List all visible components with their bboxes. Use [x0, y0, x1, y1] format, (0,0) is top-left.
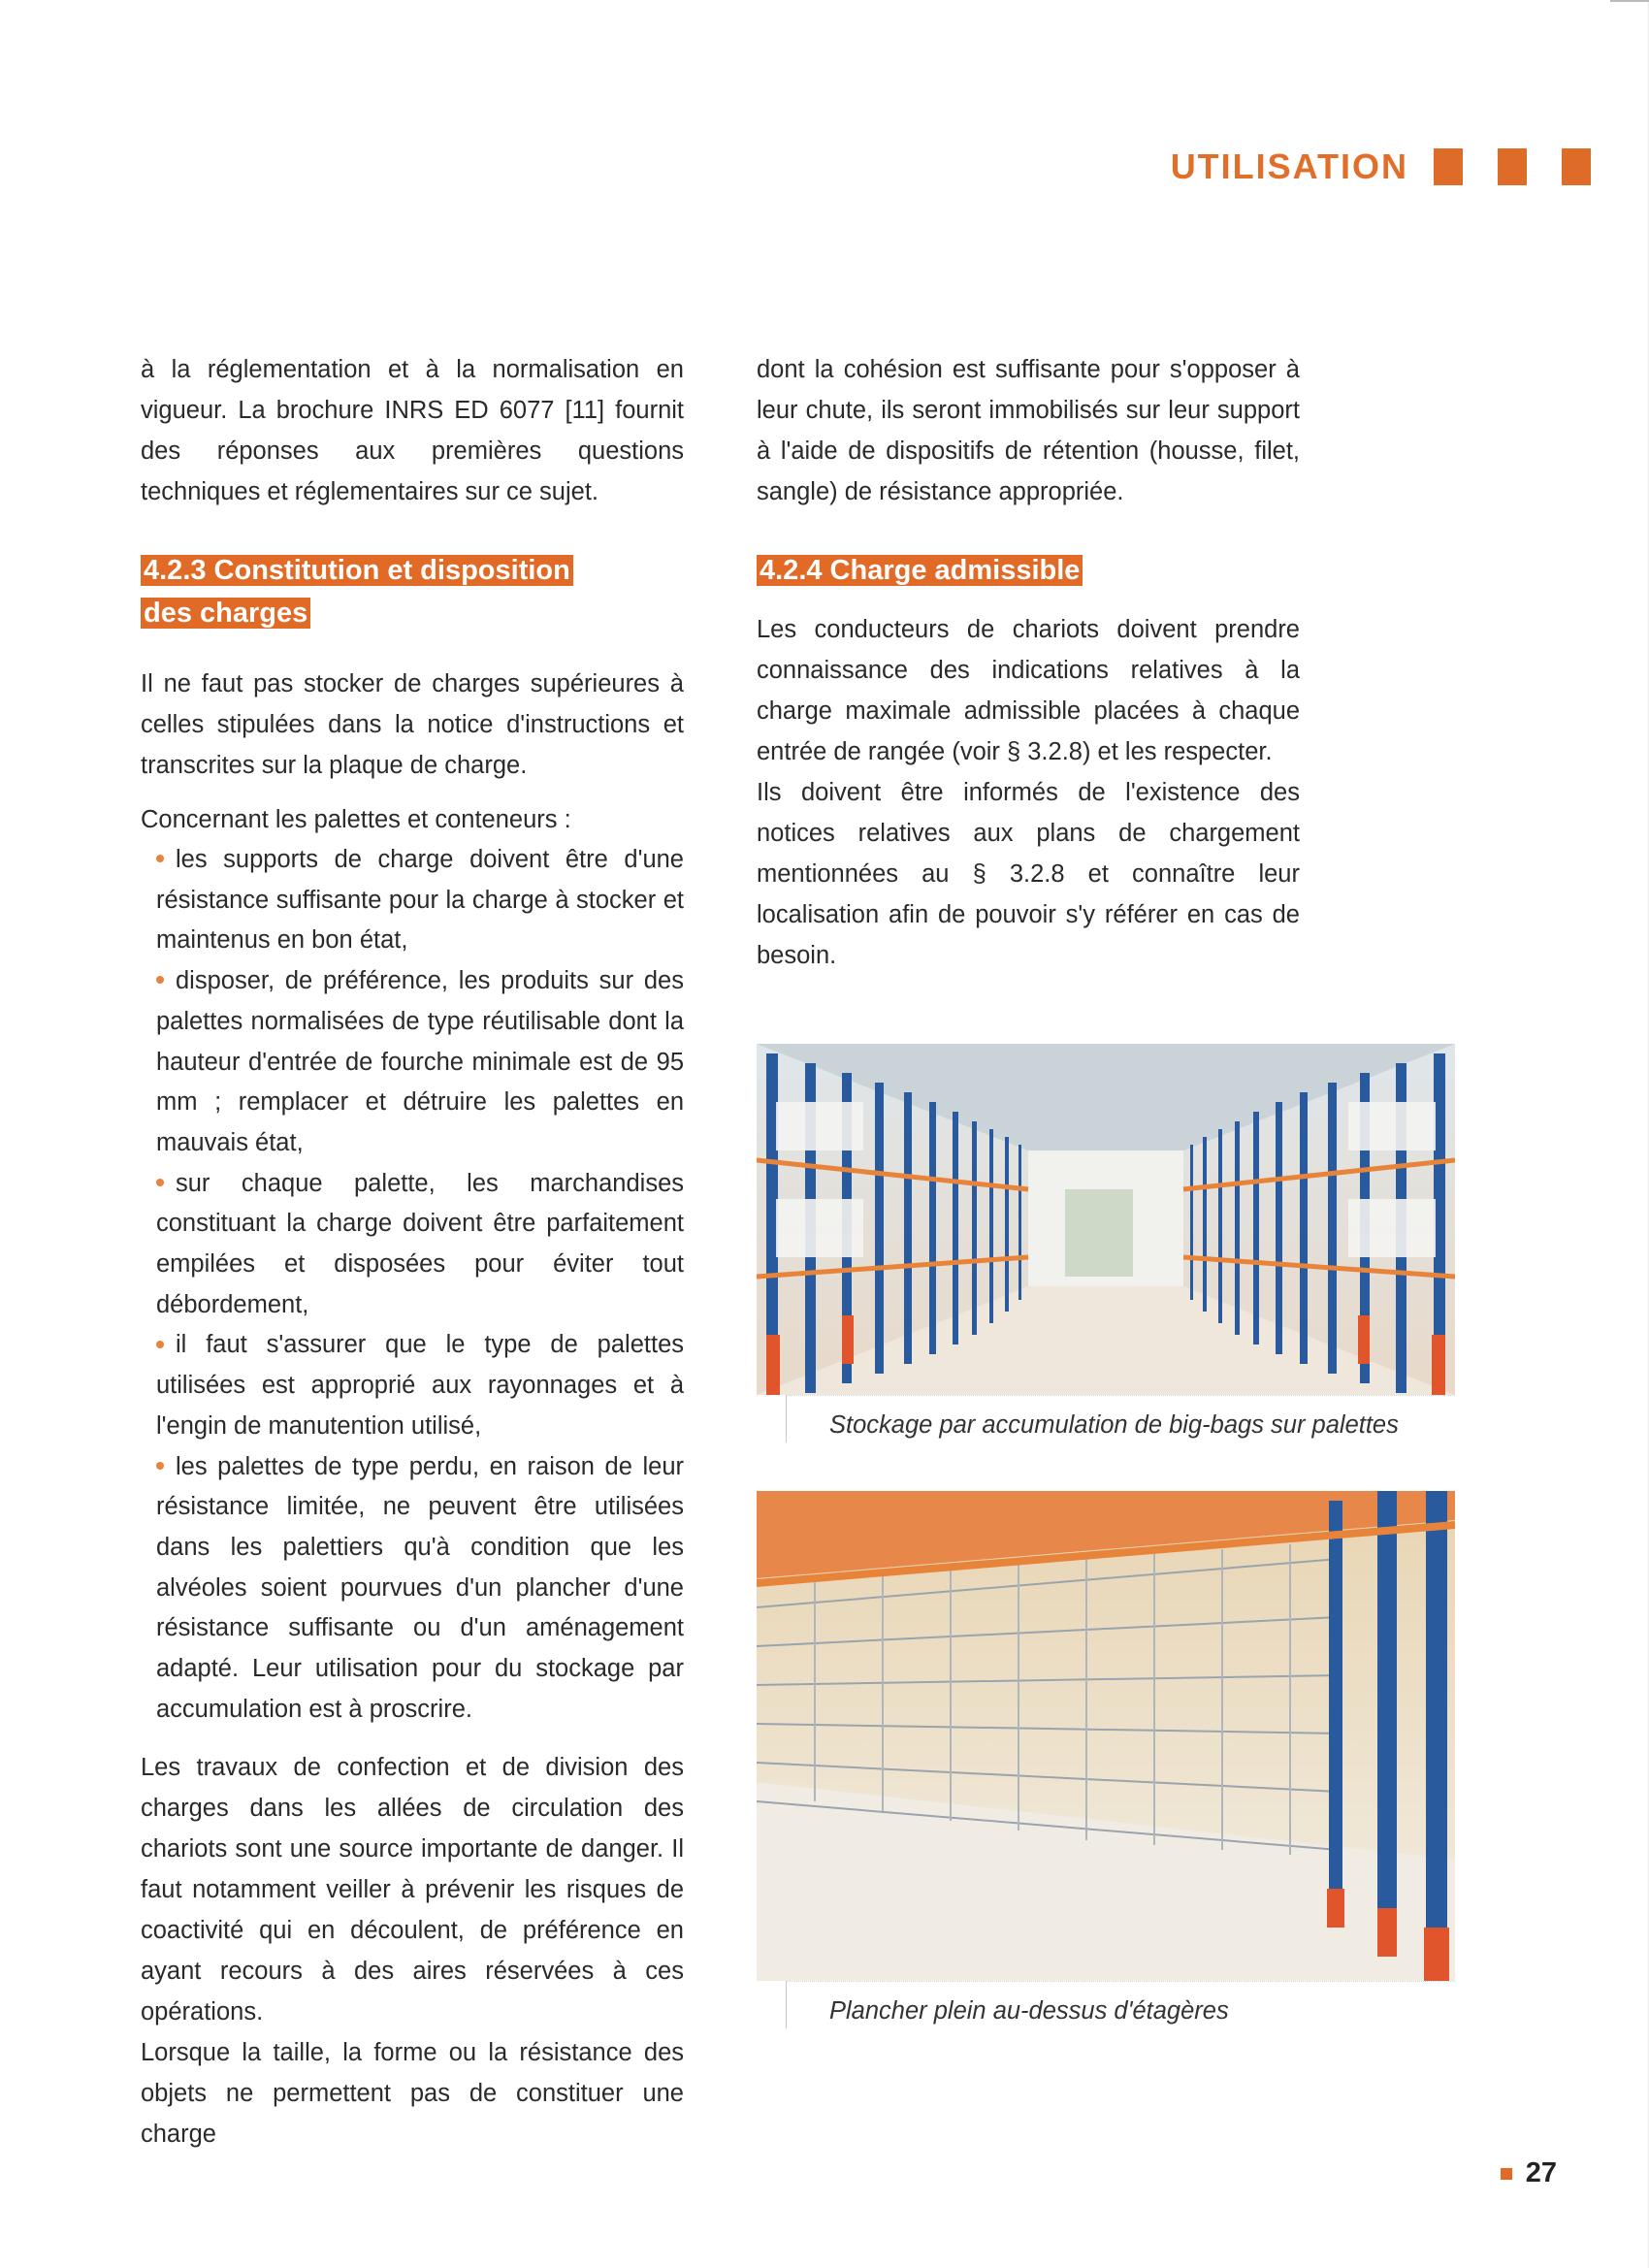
header-square-icon: [1562, 148, 1591, 185]
paragraph: Les conducteurs de chariots doivent prendre connaissance des indications relatives à la charge maximale admissible placées à chaque entrée de rangée (voir § 3.2.8) et les respecter.: [757, 616, 1300, 765]
heading-4-2-4-text: 4.2.4 Charge admissible: [757, 555, 1083, 586]
section-title: UTILISATION: [1170, 146, 1408, 186]
list-intro: Concernant les palettes et conteneurs :: [141, 806, 571, 833]
list-item: les supports de charge doivent être d'une résistance suffisante pour la charge à stocker et maintenus en bon état,: [156, 846, 684, 955]
photo-drive-in-racking: [757, 1044, 1455, 1395]
left-column: [141, 349, 684, 2155]
heading-4-2-3: [141, 549, 684, 634]
paragraph: Il ne faut pas stocker de charges supérieures à celles stipulées dans la notice d'instructions et transcrites sur la plaque de charge.: [141, 670, 684, 779]
page-number-square-icon: [1501, 2168, 1512, 2180]
page-number-text: 27: [1525, 2157, 1557, 2188]
paragraph: Lorsque la taille, la forme ou la résistance des objets ne permettent pas de constituer une charge: [141, 2039, 684, 2149]
paragraph: Ils doivent être informés de l'existence des notices relatives aux plans de chargement mentionnées au § 3.2.8 et connaître leur localisation afin de pouvoir s'y référer en cas de besoin.: [757, 779, 1300, 969]
bullet-list: [141, 840, 684, 1730]
photo-caption: Stockage par accumulation de big-bags sur palettes: [786, 1395, 1455, 1442]
list-item: disposer, de préférence, les produits sur des palettes normalisées de type réutilisable dont la hauteur d'entrée de fourche minimale est de 95 mm ; remplacer et détruire les palettes en mauvais état,: [156, 967, 684, 1156]
intro-paragraph: dont la cohésion est suffisante pour s'opposer à leur chute, ils seront immobilisés sur leur support à l'aide de dispositifs de rétention (housse, filet, sangle) de résistance appropriée.: [757, 356, 1300, 505]
page-number: [1501, 2157, 1557, 2189]
heading-4-2-3-line1: 4.2.3 Constitution et disposition: [141, 555, 573, 586]
intro-paragraph: à la réglementation et à la normalisation en vigueur. La brochure INRS ED 6077 [11] fournit des réponses aux premières questions techniques et réglementaires sur ce sujet.: [141, 356, 684, 505]
heading-4-2-4: [757, 549, 1300, 592]
list-item: sur chaque palette, les marchandises constituant la charge doivent être parfaitement empilées et disposées pour éviter tout débordement,: [156, 1169, 684, 1318]
bullet-icon: [156, 1179, 164, 1186]
heading-4-2-3-line2: des charges: [141, 598, 310, 629]
header-square-icon: [1498, 148, 1527, 185]
right-column: [757, 349, 1399, 2028]
list-item: il faut s'assurer que le type de palettes utilisées est approprié aux rayonnages et à l'engin de manutention utilisé,: [156, 1331, 684, 1440]
bullet-icon: [156, 855, 164, 862]
bullet-icon: [156, 1341, 164, 1348]
bullet-icon: [156, 1462, 164, 1470]
photo-caption: Plancher plein au-dessus d'étagères: [786, 1981, 1455, 2028]
list-item: les palettes de type perdu, en raison de leur résistance limitée, ne peuvent être utilisées dans les palettiers qu'à condition que les alvéoles soient pourvues d'un plancher d'une résistance suffisante ou d'un aménagement adapté. Leur utilisation pour du stockage par accumulation est à proscrire.: [156, 1452, 684, 1723]
paragraph: Les travaux de confection et de division des charges dans les allées de circulation des chariots sont une source importante de danger. Il faut notamment veiller à prévenir les risques de coactivité qui en découlent, de préférence en ayant recours à des aires réservées à ces opérations.: [141, 1754, 684, 2026]
photo-mezzanine-shelving: [757, 1491, 1455, 1981]
bullet-icon: [156, 976, 164, 984]
running-header: [1171, 147, 1591, 186]
header-square-icon: [1434, 148, 1463, 185]
corner-mark: [1610, 0, 1649, 2]
